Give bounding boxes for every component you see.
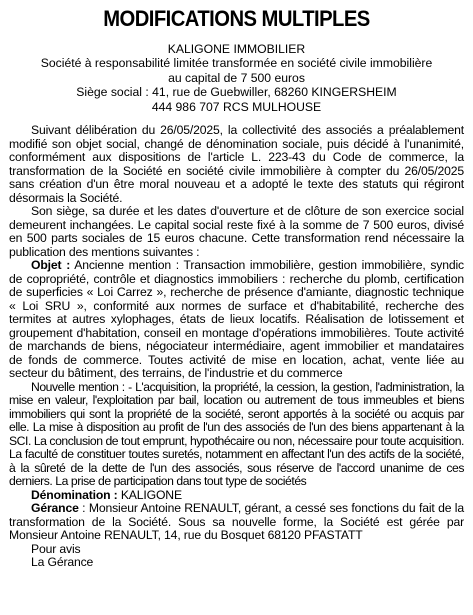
gerance-label: Gérance — [31, 501, 79, 516]
company-capital: au capital de 7 500 euros — [168, 70, 305, 85]
company-rcs: 444 986 707 RCS MULHOUSE — [151, 99, 322, 114]
company-seat: Siège social : 41, rue de Guebwiller, 68260 KINGERSHEIM — [76, 85, 397, 100]
notice-body — [9, 124, 464, 570]
gerance-text: : Monsieur Antoine RENAULT, gérant, a cessé ses fonctions du fait de la transformation de la Société. Sous sa nouvelle forme, la Société est gérée par Monsieur Antoine RENAULT, 14, rue du Bosquet 68120 PFASTATT — [9, 501, 464, 543]
signature: La Gérance — [31, 555, 94, 570]
objet-text: Ancienne mention : Transaction immobilière, gestion immobilière, syndic de copropriété, contrôle et diagnostics immobiliers : recherche du plomb, certification de superficies « Loi Carrez », recherche de présence d'amiante, diagnostic technique « Loi SRU », conformité aux normes de surface et d'habitabilité, recherche des termites at autres xylophages, états de lieux locatifs. Réalisation de lotissement et groupement d'habitation, conseil en montage d'opérations immobilières. Toute activité de marchands de biens, négociateur intermédiaire, agent immobilier et mandataires de fonds de commerce. Toutes activité de mise en location, achat, vente liée au secteur du bâtiment, des terrains, de l'industrie et du commerce — [9, 258, 464, 381]
paragraph-gerance — [9, 502, 464, 543]
paragraph-transformation: Son siège, sa durée et les dates d'ouverture et de clôture de son exercice social demeurent inchangées. Le capital social reste fixé à la somme de 7 500 euros, divisé en 500 parts sociales de 15 euros chacune. Cette transformation rend nécessaire la publication des mentions suivantes : — [9, 204, 464, 259]
company-name: KALIGONE IMMOBILIER — [167, 42, 306, 56]
paragraph-nouvelle-mention: Nouvelle mention : - L'acquisition, la propriété, la cession, la gestion, l'administration, la mise en valeur, l'exploitation par bail, location ou autrement de tous immeubles et biens immobiliers qui sont la propriété de la société, seront apportés à la société ou acquis par elle. La mise à disposition au profit de l'un des associés de l'un des biens appartenant à la SCI. La conclusion de tout emprunt, hypothécaire ou non, nécessaire pour toute acquisition. La faculté de constituer toutes suretés, notamment en affectant l'un des actifs de la société, à la sûreté de la dette de l'un des associés, sous réserve de l'accord unanime de ces derniers. La prise de participation dans tout type de sociétés — [9, 379, 464, 489]
company-header — [9, 42, 464, 114]
pour-avis: Pour avis — [31, 541, 81, 556]
company-form: Société à responsabilité limitée transformée en société civile immobilière — [40, 56, 433, 71]
objet-label: Objet : — [31, 258, 71, 273]
paragraph-denomination — [9, 489, 464, 503]
denomination-text: KALIGONE — [117, 487, 182, 502]
paragraph-objet — [9, 259, 464, 381]
notice-title: MODIFICATIONS MULTIPLES — [103, 6, 370, 31]
denomination-label: Dénomination : — [31, 487, 118, 502]
paragraph-deliberation: Suivant délibération du 26/05/2025, la collectivité des associés a préalablement modifié son objet social, changé de dénomination sociale, puis décidé à l'unanimité, conformément aux dispositions de l'article L. 223-43 du Code de commerce, la transformation de la Société en société civile immobilière à compter du 26/05/2025 sans création d'un être moral nouveau et a adopté le texte des statuts qui régiront désormais la Société. — [9, 123, 464, 205]
